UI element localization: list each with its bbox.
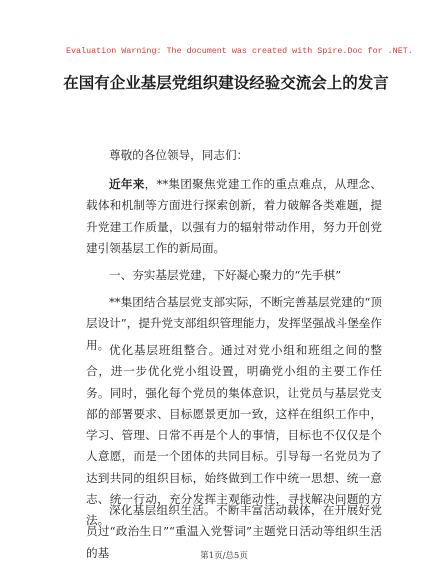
salutation: 尊敬的各位领导，同志们：: [109, 148, 249, 162]
section-paragraph-1: **集团结合基层党支部实际，不断完善基层党建的“顶层设计”，提升党支部组织管理能力，发挥坚强战斗堡垒作用。: [86, 295, 382, 352]
intro-lead: 近年来: [109, 177, 145, 191]
section-paragraph-2: 优化基层班组整合。通过对党小组和班组之间的整合，进一步优化党小组设置，明确党小组的主要工作任务。同时，强化每个党员的集体意识，让党员与基层党支部的部署要求、目标愿景更加一致，这样在组织工作中，学习、管理、日常不再是个人的事情，目标也不仅仅是个人意愿，而是一个团体的共同目标。引导每一名党员为了达到共同的组织目标，始终做到工作中统一思想、统一意志、统一行动，充分发挥主观能动性，寻找解决问题的方法。: [86, 343, 382, 528]
evaluation-warning: Evaluation Warning: The document was created with Spire.Doc for .NET.: [66, 46, 413, 56]
page-number: 第1页/总5页: [200, 551, 248, 561]
intro-paragraph: [86, 174, 382, 259]
section-paragraph-3: 深化基层组织生活。不断丰富活动载体，在开展好党员过“政治生日”“重温入党誓词”主题党日活动等组织生活的基: [86, 503, 382, 560]
section-heading: 一、夯实基层党建，下好凝心聚力的“先手棋”: [109, 268, 342, 282]
intro-text: ，**集团聚焦党建工作的重点难点，从理念、载体和机制等方面进行探索创新，着力破解各类难题，提升党建工作质量，以强有力的辐射带动作用，努力开创党建引领基层工作的新局面。: [86, 177, 382, 255]
document-title: 在国有企业基层党组织建设经验交流会上的发言: [63, 74, 389, 92]
